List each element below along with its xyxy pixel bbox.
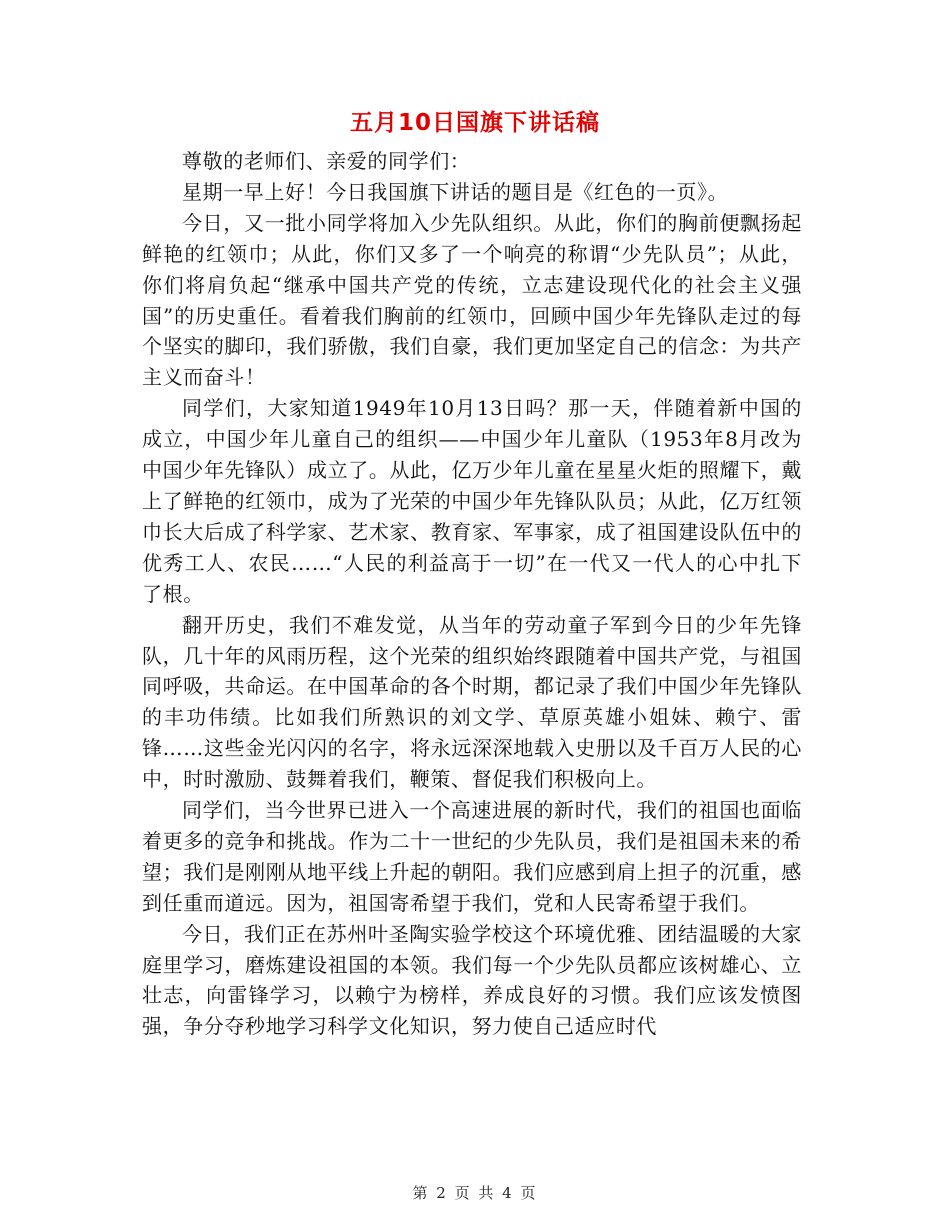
document-title: 五月10日国旗下讲话稿 [349, 110, 600, 136]
document-body [142, 146, 802, 1042]
paragraph: 翻开历史，我们不难发觉，从当年的劳动童子军到今日的少年先锋队，几十年的风雨历程，这个光荣的组织始终跟随着中国共产党，与祖国同呼吸，共命运。在中国革命的各个时期，都记录了我们中国少年先锋队的丰功伟绩。比如我们所熟识的刘文学、草原英雄小姐妹、赖宁、雷锋……这些金光闪闪的名字，将永远深深地载入史册以及千百万人民的心中，时时激励、鼓舞着我们，鞭策、督促我们积极向上。 [142, 612, 802, 792]
paragraph: 同学们，大家知道1949年10月13日吗？那一天，伴随着新中国的成立，中国少年儿童自己的组织——中国少年儿童队（1953年8月改为中国少年先锋队）成立了。从此，亿万少年儿童在星星火炬的照耀下，戴上了鲜艳的红领巾，成为了光荣的中国少年先锋队队员；从此，亿万红领巾长大后成了科学家、艺术家、教育家、军事家，成了祖国建设队伍中的优秀工人、农民……“人民的利益高于一切”在一代又一代人的心中扎下了根。 [142, 396, 802, 606]
paragraph: 今日，又一批小同学将加入少先队组织。从此，你们的胸前便飘扬起鲜艳的红领巾；从此，你们又多了一个响亮的称谓“少先队员”；从此，你们将肩负起“继承中国共产党的传统，立志建设现代化的社会主义强国”的历史重任。看着我们胸前的红领巾，回顾中国少年先锋队走过的每个坚实的脚印，我们骄傲，我们自豪，我们更加坚定自己的信念：为共产主义而奋斗！ [142, 210, 802, 390]
paragraph-greeting: 星期一早上好！今日我国旗下讲话的题目是《红色的一页》。 [182, 179, 729, 204]
page-number-footer: 第 2 页 共 4 页 [412, 1184, 538, 1202]
paragraph: 今日，我们正在苏州叶圣陶实验学校这个环境优雅、团结温暖的大家庭里学习，磨炼建设祖国的本领。我们每一个少先队员都应该树雄心、立壮志，向雷锋学习，以赖宁为榜样，养成良好的习惯。我们应该发愤图强，争分夺秒地学习科学文化知识，努力使自己适应时代 [142, 921, 802, 1039]
paragraph: 同学们，当今世界已进入一个高速进展的新时代，我们的祖国也面临着更多的竞争和挑战。作为二十一世纪的少先队员，我们是祖国未来的希望；我们是刚刚从地平线上升起的朝阳。我们应感到肩上担子的沉重，感到任重而道远。因为，祖国寄希望于我们，党和人民寄希望于我们。 [142, 798, 802, 915]
paragraph-salutation: 尊敬的老师们、亲爱的同学们： [182, 149, 471, 173]
